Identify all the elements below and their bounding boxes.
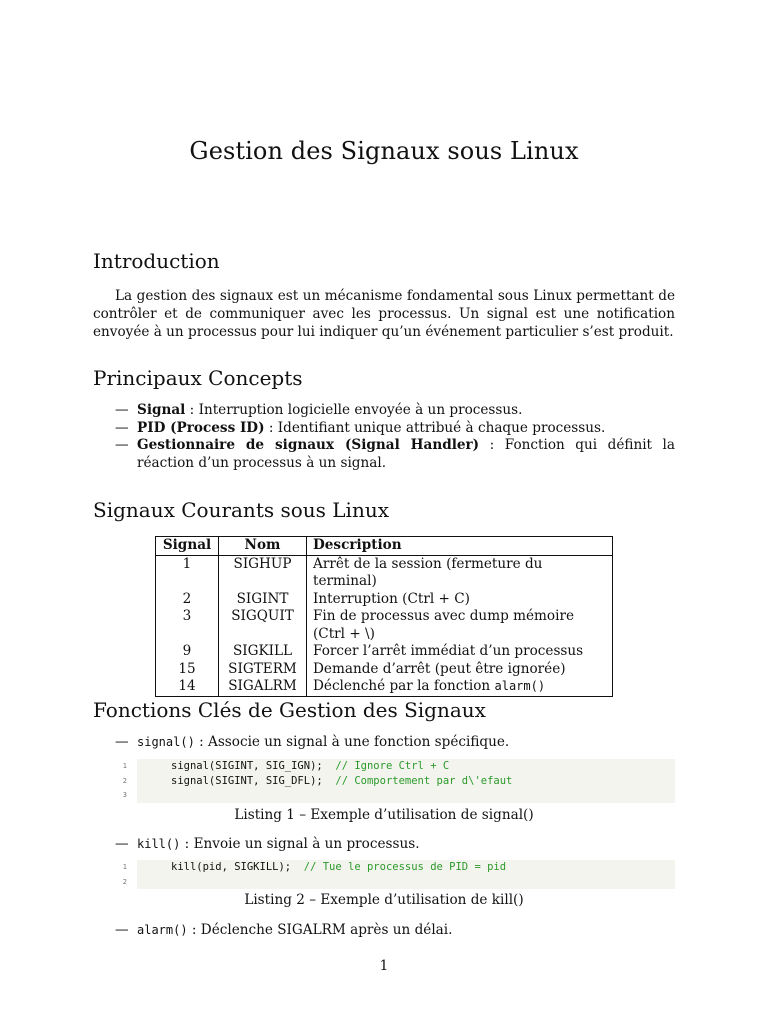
table-row: 3 SIGQUIT Fin de processus avec dump mémoire (Ctrl + \)	[156, 608, 613, 643]
signals-heading: Signaux Courants sous Linux	[93, 498, 389, 522]
signals-table	[155, 536, 613, 697]
page-title: Gestion des Signaux sous Linux	[189, 137, 579, 165]
list-item: — alarm() : Déclenche SIGALRM après un délai.	[115, 922, 453, 938]
functions-heading: Fonctions Clés de Gestion des Signaux	[93, 698, 486, 722]
intro-paragraph: La gestion des signaux est un mécanisme fondamental sous Linux permettant de contrôler et de communiquer avec les processus. Un signal est une notification envoyée à un processus pour lui indiquer qu’un événement particulier s’est produit.	[93, 288, 675, 340]
list-item: — kill() : Envoie un signal à un processus.	[115, 836, 420, 852]
code-line: 3	[122, 791, 127, 799]
list-item: — signal() : Associe un signal à une fonction spécifique.	[115, 734, 510, 750]
column-header-signal: Signal	[156, 537, 219, 556]
column-header-name: Nom	[219, 537, 307, 556]
code-line: 2 signal(SIGINT, SIG_DFL); // Comportement par d\'efaut	[122, 774, 513, 787]
table-row: 15 SIGTERM Demande d’arrêt (peut être ignorée)	[156, 661, 613, 679]
table-row: 1 SIGHUP Arrêt de la session (fermeture du terminal)	[156, 555, 613, 591]
concepts-heading: Principaux Concepts	[93, 366, 303, 390]
table-row: 9 SIGKILL Forcer l’arrêt immédiat d’un processus	[156, 643, 613, 661]
concepts-list	[93, 402, 675, 472]
code-listing-1	[122, 759, 675, 803]
column-header-description: Description	[307, 537, 613, 556]
list-item: — Signal : Interruption logicielle envoyée à un processus.	[115, 402, 523, 418]
code-line: 1 kill(pid, SIGKILL); // Tue le processus de PID = pid	[122, 861, 507, 873]
code-listing-2	[122, 860, 675, 889]
table-row: 2 SIGINT Interruption (Ctrl + C)	[156, 591, 613, 609]
table-row: 14 SIGALRM Déclenché par la fonction alarm()	[156, 678, 613, 696]
code-line: 1 signal(SIGINT, SIG_IGN); // Ignore Ctrl + C	[122, 760, 450, 772]
list-item: — Gestionnaire de signaux (Signal Handler) : Fonction qui définit la réaction d’un processus à un signal.	[115, 437, 676, 471]
list-item: — PID (Process ID) : Identifiant unique attribué à chaque processus.	[115, 419, 606, 436]
intro-heading: Introduction	[93, 249, 220, 273]
function-kill-item	[93, 836, 675, 854]
function-signal-item	[93, 734, 675, 752]
table-header-row	[156, 537, 613, 556]
page-number: 1	[379, 958, 389, 974]
listing-2-caption: Listing 2 – Exemple d’utilisation de kill()	[244, 892, 524, 908]
function-alarm-item	[93, 922, 675, 940]
listing-1-caption: Listing 1 – Exemple d’utilisation de signal()	[234, 807, 534, 823]
code-line: 2	[122, 877, 127, 886]
